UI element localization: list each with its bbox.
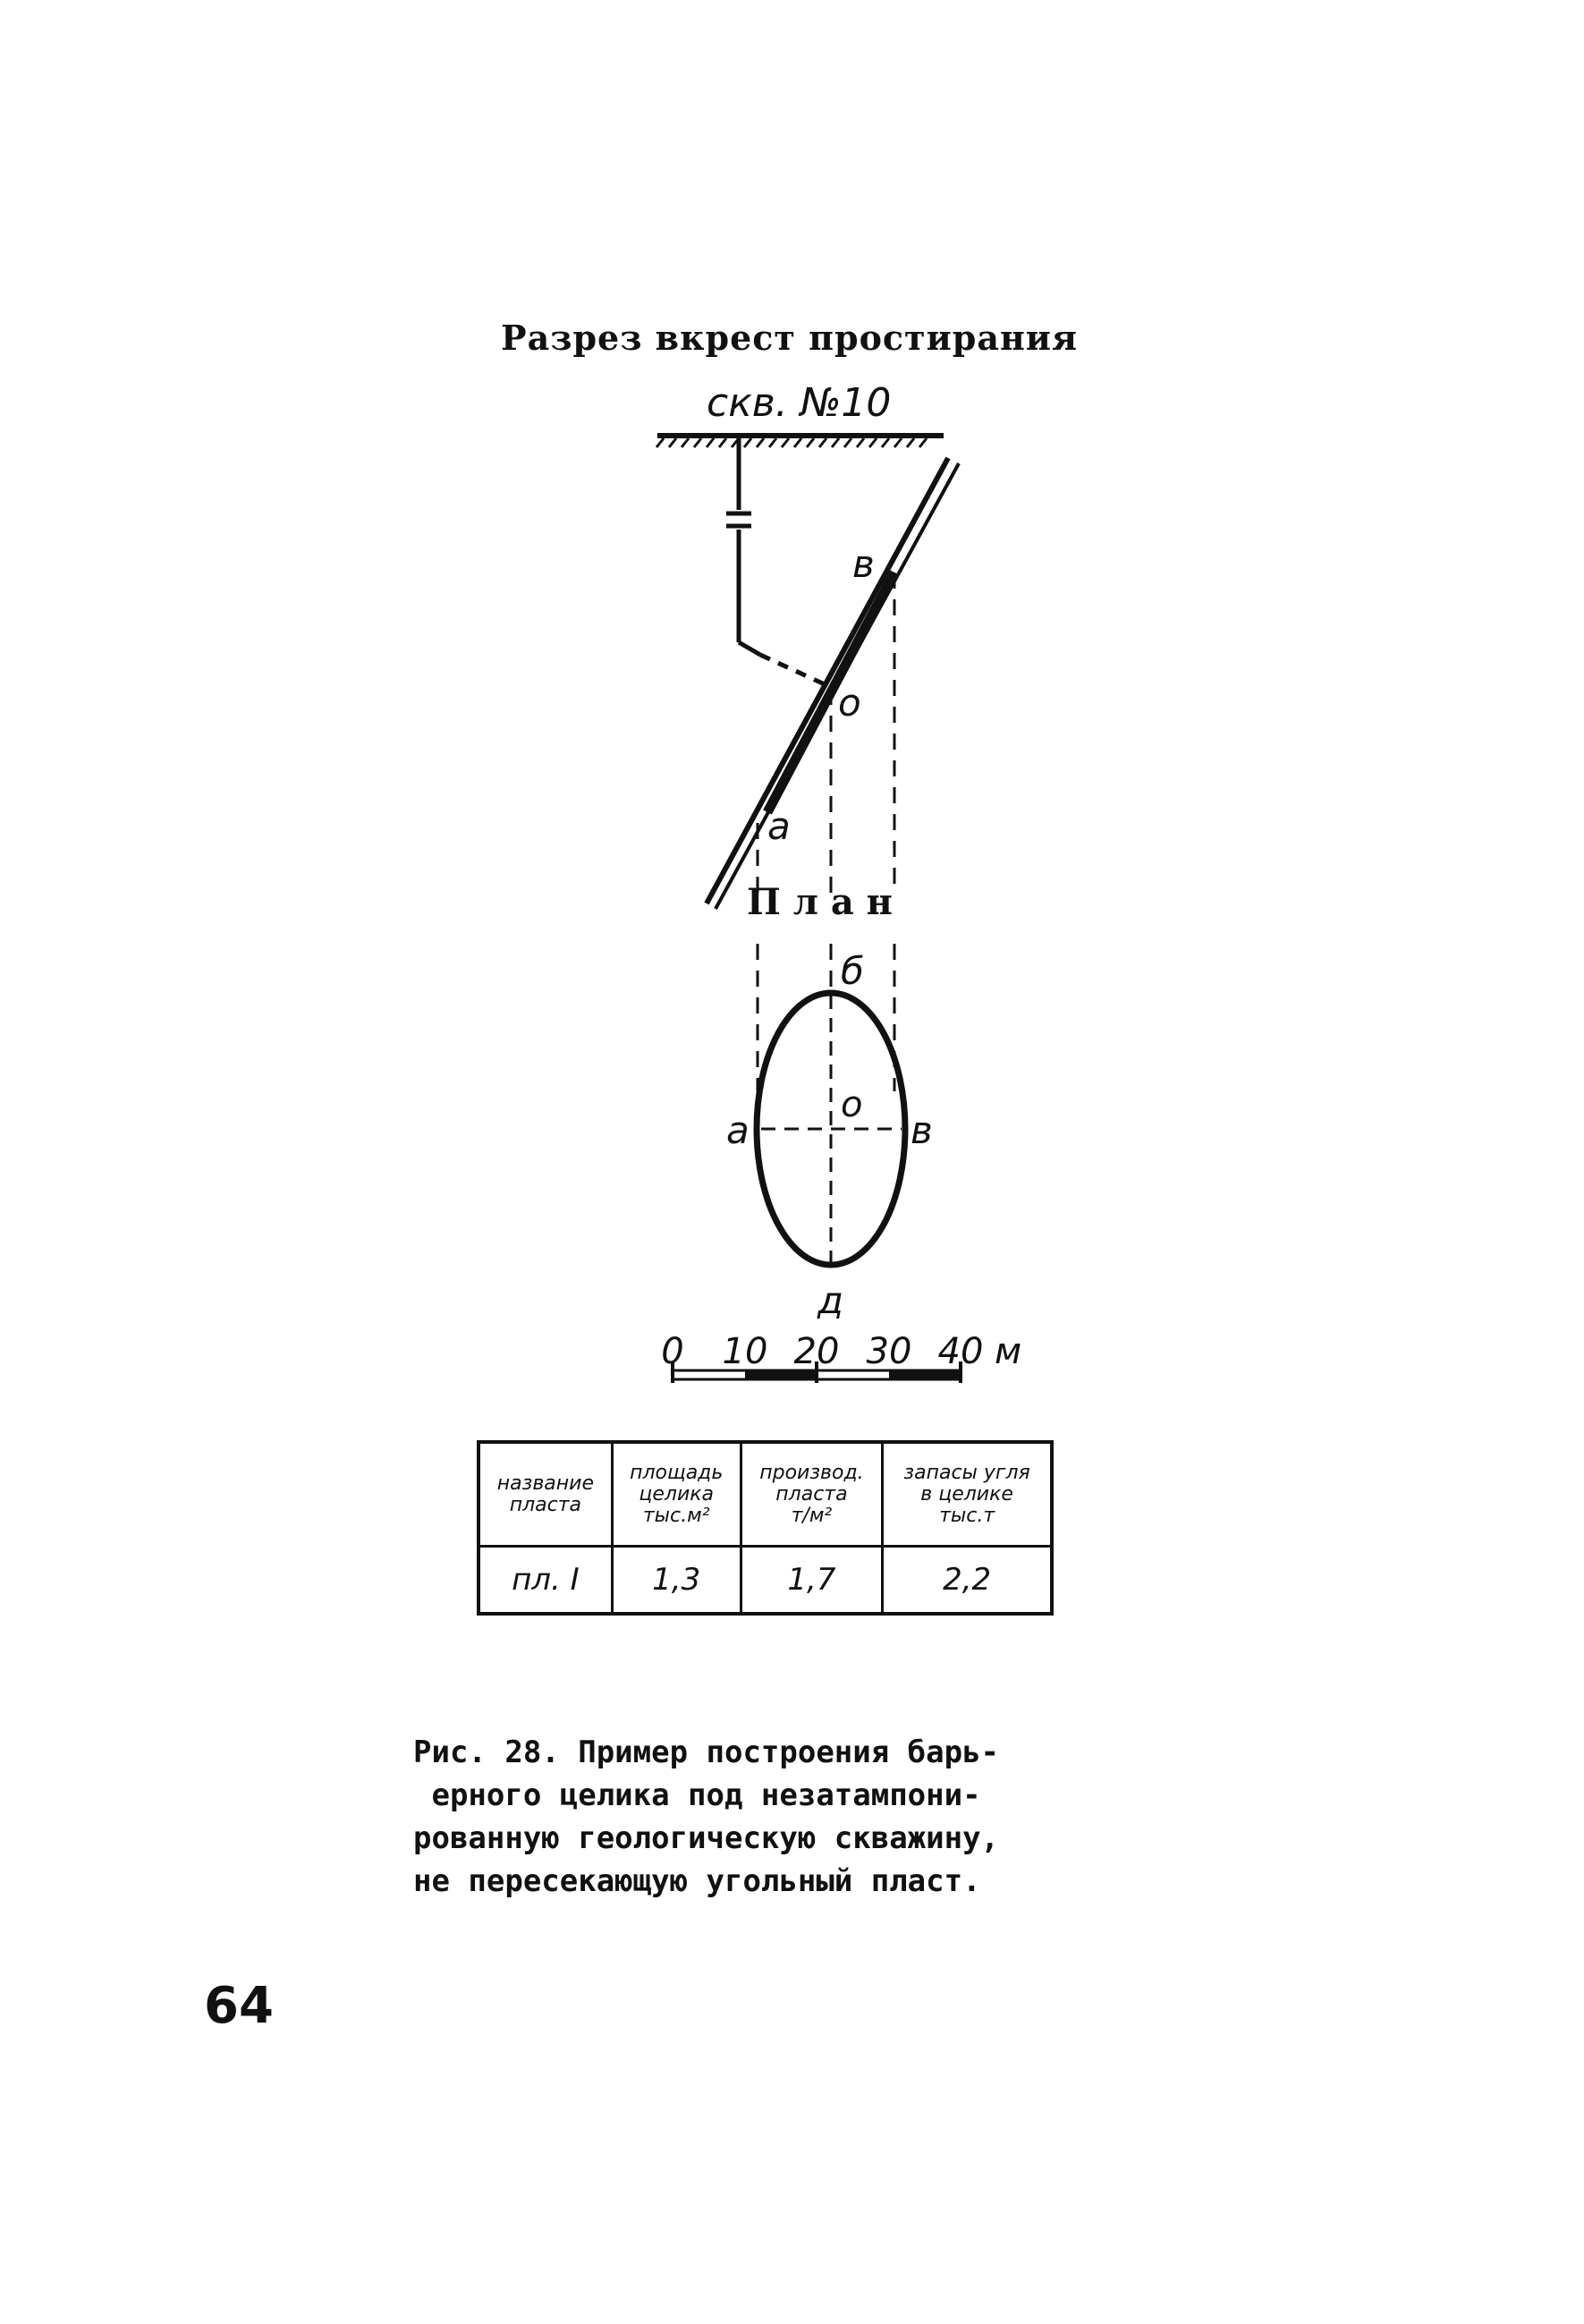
header-coal-reserves (883, 1442, 1052, 1547)
header-pillar-area (612, 1442, 741, 1547)
header-line: тыс.м² (642, 1504, 710, 1527)
table-header-row (479, 1442, 1052, 1547)
cell-seam: пл. I (479, 1547, 612, 1615)
plan-point-d: д (817, 1278, 844, 1322)
plan-point-v: в (911, 1108, 933, 1152)
borehole-projection-dashed (760, 655, 825, 684)
header-line: тыс.т (939, 1504, 995, 1527)
header-line: т/м² (791, 1504, 833, 1527)
cell-reserves: 2,2 (883, 1547, 1052, 1615)
header-line: название (496, 1472, 594, 1495)
section-point-a: а (767, 804, 791, 848)
scale-tick-label: 0 (661, 1331, 684, 1372)
page-number: 64 (204, 1977, 274, 2035)
plan-label: П л а н (747, 881, 893, 923)
cell-area: 1,3 (612, 1547, 741, 1615)
reserves-table (477, 1440, 1054, 1616)
table-row (479, 1547, 1052, 1615)
header-line: целика (639, 1482, 715, 1506)
header-line: площадь (630, 1461, 724, 1484)
header-line: пласта (775, 1482, 848, 1506)
plan-point-b: б (841, 949, 864, 993)
figure-caption: Рис. 28. Пример построения барь- ерного целика под незатампони- рованную геологическую скважину, не пересекающую угольный пласт. (413, 1735, 1000, 1899)
section-point-o: о (838, 681, 861, 725)
ellipse-axes (761, 995, 902, 1263)
borehole-line (726, 438, 760, 655)
scale-tick-label: 40 (937, 1331, 984, 1372)
header-line: пласта (509, 1493, 582, 1516)
scale-tick-label: 20 (793, 1331, 840, 1372)
well-label: скв. №10 (707, 380, 892, 426)
cell-productivity: 1,7 (741, 1547, 883, 1615)
scale-tick-label: 30 (866, 1331, 912, 1372)
plan-point-o: о (841, 1084, 863, 1125)
header-line: производ. (759, 1461, 864, 1484)
section-point-v: в (852, 542, 875, 586)
scale-unit: м (995, 1331, 1022, 1372)
header-line: запасы угля (903, 1461, 1030, 1484)
scale-tick-label: 10 (722, 1331, 768, 1372)
ground-surface (656, 436, 944, 447)
section-title: Разрез вкрест простирания (501, 318, 1079, 358)
header-line: в целике (920, 1482, 1013, 1506)
plan-point-a: а (726, 1108, 750, 1152)
header-seam-productivity (741, 1442, 883, 1547)
header-seam-name (479, 1442, 612, 1547)
